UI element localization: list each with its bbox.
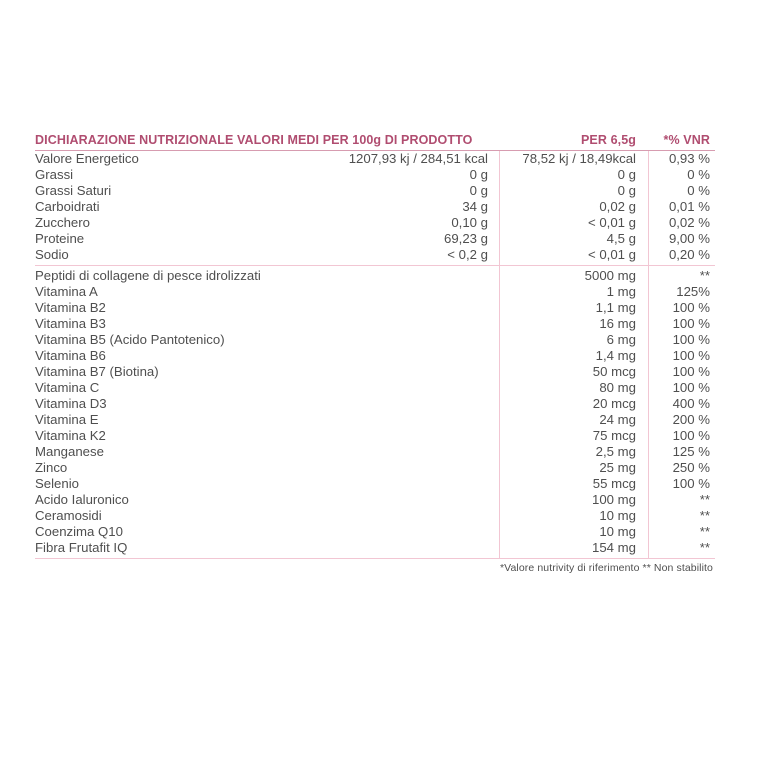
nutrient-cell [35,247,499,263]
nutrient-label: Grassi Saturi [35,183,112,198]
column-divider-1 [499,151,500,559]
table-row [35,151,715,167]
vnr-percent: 0,02 % [668,215,710,230]
vnr-percent: 100 % [672,428,710,443]
section-divider [35,265,715,266]
column-header-vnr: *% VNR [663,133,710,147]
table-row [35,167,715,183]
value-per-serving: 1,4 mg [595,348,636,363]
nutrient-label: Vitamina B3 [35,316,106,331]
table-row [35,300,715,316]
nutrient-label: Vitamina B7 (Biotina) [35,364,159,379]
nutrient-label: Acido Ialuronico [35,492,129,507]
nutrient-cell [35,231,499,247]
table-body [35,151,715,559]
value-per-serving: 24 mg [599,412,636,427]
nutrient-label: Valore Energetico [35,151,139,166]
nutrient-cell [35,215,499,231]
table-row [35,508,715,524]
column-divider-2 [648,151,649,559]
value-per-serving: 2,5 mg [595,444,636,459]
nutrient-cell [35,348,499,364]
nutrient-label: Vitamina E [35,412,99,427]
vnr-percent: 250 % [672,460,710,475]
value-per-100g: 0,10 g [451,215,488,230]
nutrient-label: Fibra Frutafit IQ [35,540,128,555]
nutrient-label: Vitamina B2 [35,300,106,315]
table-row [35,316,715,332]
nutrient-cell [35,183,499,199]
vnr-percent: 100 % [672,364,710,379]
vnr-percent: 125% [676,284,710,299]
nutrient-cell [35,364,499,380]
nutrient-label: Vitamina C [35,380,100,395]
column-header-per-serving: PER 6,5g [581,133,636,147]
value-per-serving: 20 mcg [592,396,636,411]
nutrient-label: Vitamina A [35,284,98,299]
nutrient-label: Vitamina K2 [35,428,106,443]
nutrient-label: Proteine [35,231,85,246]
nutrient-cell [35,476,499,492]
table-row [35,199,715,215]
value-per-100g: 1207,93 kj / 284,51 kcal [348,151,488,166]
value-per-serving: 50 mcg [592,364,636,379]
nutrient-cell [35,268,499,284]
nutrient-label: Grassi [35,167,74,182]
nutrient-cell [35,460,499,476]
value-per-serving: 154 mg [592,540,636,555]
value-per-100g: 0 g [469,167,488,182]
value-per-serving: 0,02 g [599,199,636,214]
nutrient-cell [35,332,499,348]
vnr-percent: 400 % [672,396,710,411]
table-row [35,460,715,476]
table-title: DICHIARAZIONE NUTRIZIONALE VALORI MEDI PER 100g DI PRODOTTO [35,133,473,147]
table-row [35,268,715,284]
table-row [35,492,715,508]
value-per-serving: < 0,01 g [587,215,636,230]
vnr-percent: 125 % [672,444,710,459]
value-per-serving: 1,1 mg [595,300,636,315]
nutrient-label: Manganese [35,444,104,459]
vnr-percent: 200 % [672,412,710,427]
vnr-percent: 0,20 % [668,247,710,262]
table-row [35,428,715,444]
nutrient-cell [35,380,499,396]
nutrient-cell [35,284,499,300]
value-per-serving: 80 mg [599,380,636,395]
value-per-serving: 78,52 kj / 18,49kcal [522,151,636,166]
nutrient-cell [35,508,499,524]
nutrient-cell [35,396,499,412]
value-per-serving: 1 mg [606,284,636,299]
value-per-serving: 5000 mg [584,268,636,283]
table-header [35,129,715,147]
table-row [35,284,715,300]
nutrient-cell [35,167,499,183]
vnr-percent: 0,01 % [668,199,710,214]
nutrient-label: Zinco [35,460,68,475]
value-per-serving: 25 mg [599,460,636,475]
nutrient-cell [35,412,499,428]
value-per-100g: < 0,2 g [447,247,488,262]
table-row [35,396,715,412]
value-per-serving: 10 mg [599,524,636,539]
vnr-percent: 100 % [672,380,710,395]
vnr-percent: 0,93 % [668,151,710,166]
vnr-percent: 0 % [687,167,710,182]
nutrition-table [35,129,715,574]
table-row [35,364,715,380]
nutrient-cell [35,316,499,332]
value-per-serving: 0 g [617,167,636,182]
table-row [35,444,715,460]
table-row [35,540,715,556]
nutrient-cell [35,540,499,556]
vnr-percent: 0 % [687,183,710,198]
nutrient-cell [35,492,499,508]
table-row [35,215,715,231]
nutrient-cell [35,428,499,444]
value-per-serving: 55 mcg [592,476,636,491]
value-per-100g: 69,23 g [444,231,488,246]
vnr-percent: ** [699,492,710,507]
nutrient-cell [35,444,499,460]
nutrient-cell [35,300,499,316]
nutrient-cell [35,151,499,167]
nutrient-label: Sodio [35,247,69,262]
value-per-serving: 100 mg [592,492,636,507]
vnr-percent: 9,00 % [668,231,710,246]
vnr-percent: 100 % [672,332,710,347]
table-row [35,524,715,540]
value-per-serving: 0 g [617,183,636,198]
nutrient-label: Ceramosidi [35,508,102,523]
vnr-percent: ** [699,524,710,539]
vnr-percent: 100 % [672,348,710,363]
nutrient-label: Carboidrati [35,199,100,214]
value-per-serving: 16 mg [599,316,636,331]
table-row [35,412,715,428]
nutrient-label: Vitamina B6 [35,348,106,363]
nutrient-cell [35,524,499,540]
table-row [35,183,715,199]
vnr-percent: ** [699,508,710,523]
vnr-percent: 100 % [672,300,710,315]
nutrient-label: Vitamina D3 [35,396,107,411]
nutrient-label: Zucchero [35,215,90,230]
table-row [35,348,715,364]
table-row [35,476,715,492]
value-per-serving: < 0,01 g [587,247,636,262]
table-row [35,231,715,247]
table-row [35,247,715,263]
value-per-serving: 75 mcg [592,428,636,443]
value-per-100g: 34 g [462,199,488,214]
value-per-100g: 0 g [469,183,488,198]
micronutrients-section [35,268,715,556]
macronutrients-section [35,151,715,263]
vnr-percent: ** [699,540,710,555]
nutrient-label: Coenzima Q10 [35,524,123,539]
table-row [35,380,715,396]
nutrient-label: Selenio [35,476,79,491]
bottom-rule [35,558,715,559]
footnote: *Valore nutrivity di riferimento ** Non stabilito [499,562,713,574]
value-per-serving: 10 mg [599,508,636,523]
nutrient-cell [35,199,499,215]
value-per-serving: 6 mg [606,332,636,347]
vnr-percent: 100 % [672,316,710,331]
vnr-percent: ** [699,268,710,283]
value-per-serving: 4,5 g [606,231,636,246]
nutrient-label: Peptidi di collagene di pesce idrolizzati [35,268,261,283]
table-row [35,332,715,348]
vnr-percent: 100 % [672,476,710,491]
nutrient-label: Vitamina B5 (Acido Pantotenico) [35,332,225,347]
